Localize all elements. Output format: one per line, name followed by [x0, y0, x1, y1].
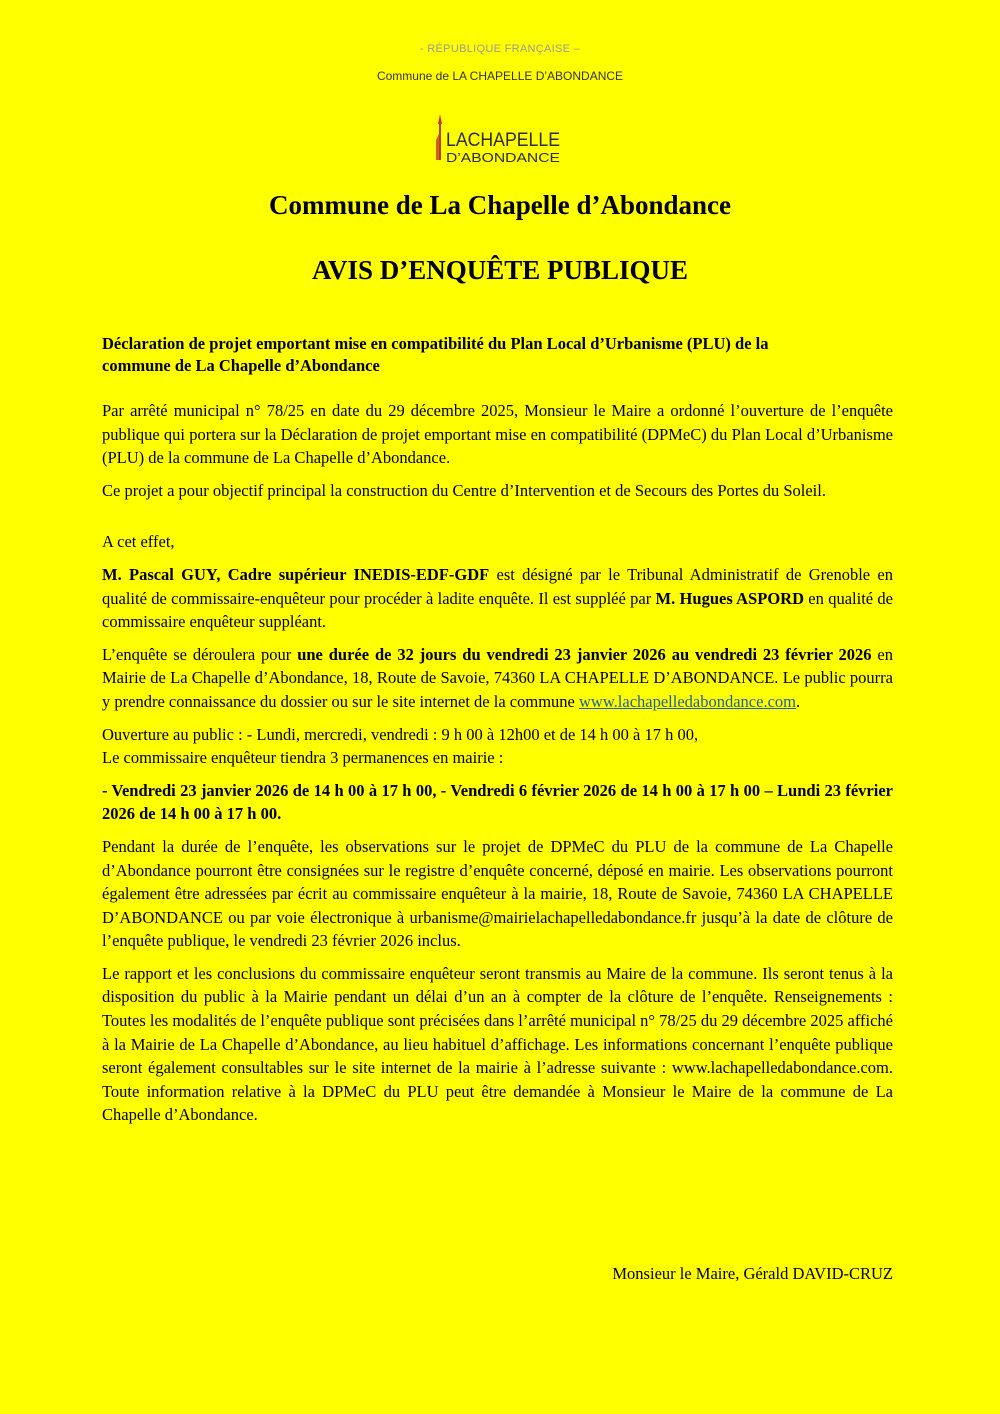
commune-header: Commune de LA CHAPELLE D’ABONDANCE [376, 69, 624, 83]
commune-logo [430, 110, 570, 168]
page-title: Commune de La Chapelle d’Abondance [268, 190, 732, 220]
paragraph-observations: Pendant la durée de l’enquête, les observations sur le projet de DPMeC du PLU de la commune de La Chapelle d’Abondance pourront être consignées sur le registre d’enquête concerné, déposé en mairie. Les observations pourront également être adressées par écrit au commissaire enquêteur à la mairie, 18, Route de Savoie, 74360 LA CHAPELLE D’ABONDANCE ou par voie électronique à urbanisme@mairielachapelledabondance.fr jusqu’à la date de clôture de l’enquête publique, le vendredi 23 février 2026 inclus. [102, 836, 893, 951]
commissioner-name: M. Pascal GUY, Cadre supérieur INEDIS-EDF-GDF [102, 564, 490, 584]
church-icon [436, 114, 442, 160]
duration-location: en Mairie de La Chapelle d’Abondance, 18, Route de Savoie, 74360 LA CHAPELLE D’ABONDANCE. Le public pourra y prendre connaissance du dossier ou sur le site internet de la commune [102, 644, 893, 711]
notice-body [102, 399, 893, 1136]
paragraph-objective: Ce projet a pour objectif principal la construction du Centre d’Intervention et de Secours des Portes du Soleil. [102, 480, 826, 500]
duration-intro: L’enquête se déroulera pour [102, 644, 298, 664]
substitute-name: M. Hugues ASPORD [655, 588, 804, 608]
paragraph-intro: A cet effet, [102, 532, 175, 552]
paragraph-duration [102, 643, 893, 714]
paragraph-order: Par arrêté municipal n° 78/25 en date du 29 décembre 2025, Monsieur le Maire a ordonné l’ouverture de l’enquête publique qui portera sur la Déclaration de projet emportant mise en compatibilité (DPMeC) du Plan Local d’Urbanisme (PLU) de la commune de La Chapelle d’Abondance. [102, 401, 893, 468]
duration-end: . [795, 691, 801, 711]
paragraph-opening [102, 723, 893, 770]
permanences-intro: Le commissaire enquêteur tiendra 3 permanences en mairie : [102, 748, 504, 768]
mayor-signature: Monsieur le Maire, Gérald DAVID-CRUZ [612, 1264, 893, 1283]
website-link[interactable]: www.lachapelledabondance.com [578, 691, 796, 711]
paragraph-report: Le rapport et les conclusions du commissaire enquêteur seront transmis au Maire de la commune. Ils seront tenus à la disposition du public à la Mairie pendant un délai d’un an à compter de la clôture de l’enquête. Renseignements : Toutes les modalités de l’enquête publique sont précisées dans l’arrêté municipal n° 78/25 du 29 décembre 2025 affiché à la Mairie de La Chapelle d’Abondance, au lieu habituel d’affichage. Les informations concernant l’enquête publique seront également consultables sur le site internet de la mairie à l’adresse suivante : www.lachapelledabondance.com. Toute information relative à la DPMeC du PLU peut être demandée à Monsieur le Maire de la commune de La Chapelle d’Abondance. [102, 963, 893, 1125]
paragraph-commissioner [102, 563, 893, 634]
duration-dates: une durée de 32 jours du vendredi 23 janvier 2026 au vendredi 23 février 2026 [297, 644, 872, 664]
substitute-text: en qualité de commissaire enquêteur suppléant. [102, 588, 893, 632]
republic-label: - RÉPUBLIQUE FRANÇAISE – [419, 43, 580, 55]
subject-heading: Déclaration de projet emportant mise en compatibilité du Plan Local d’Urbanisme (PLU) de la commune de La Chapelle d’Abondance [102, 334, 769, 375]
opening-hours: Ouverture au public : - Lundi, mercredi, vendredi : 9 h 00 à 12h00 et de 14 h 00 à 17 h 00, [102, 724, 699, 744]
commissioner-text: est désigné par le Tribunal Administratif de Grenoble en qualité de commissaire-enquêteur pour procéder à ladite enquête. Il est suppléé par [102, 564, 893, 608]
logo-text-main: LACHAPELLE [446, 130, 560, 151]
notice-heading: AVIS D’ENQUÊTE PUBLIQUE [311, 255, 689, 285]
paragraph-permanences: - Vendredi 23 janvier 2026 de 14 h 00 à 17 h 00, - Vendredi 6 février 2026 de 14 h 00 à 17 h 00 – Lundi 23 février 2026 de 14 h 00 à 17 h 00. [102, 780, 893, 824]
logo-text-sub: D’ABONDANCE [446, 151, 560, 165]
